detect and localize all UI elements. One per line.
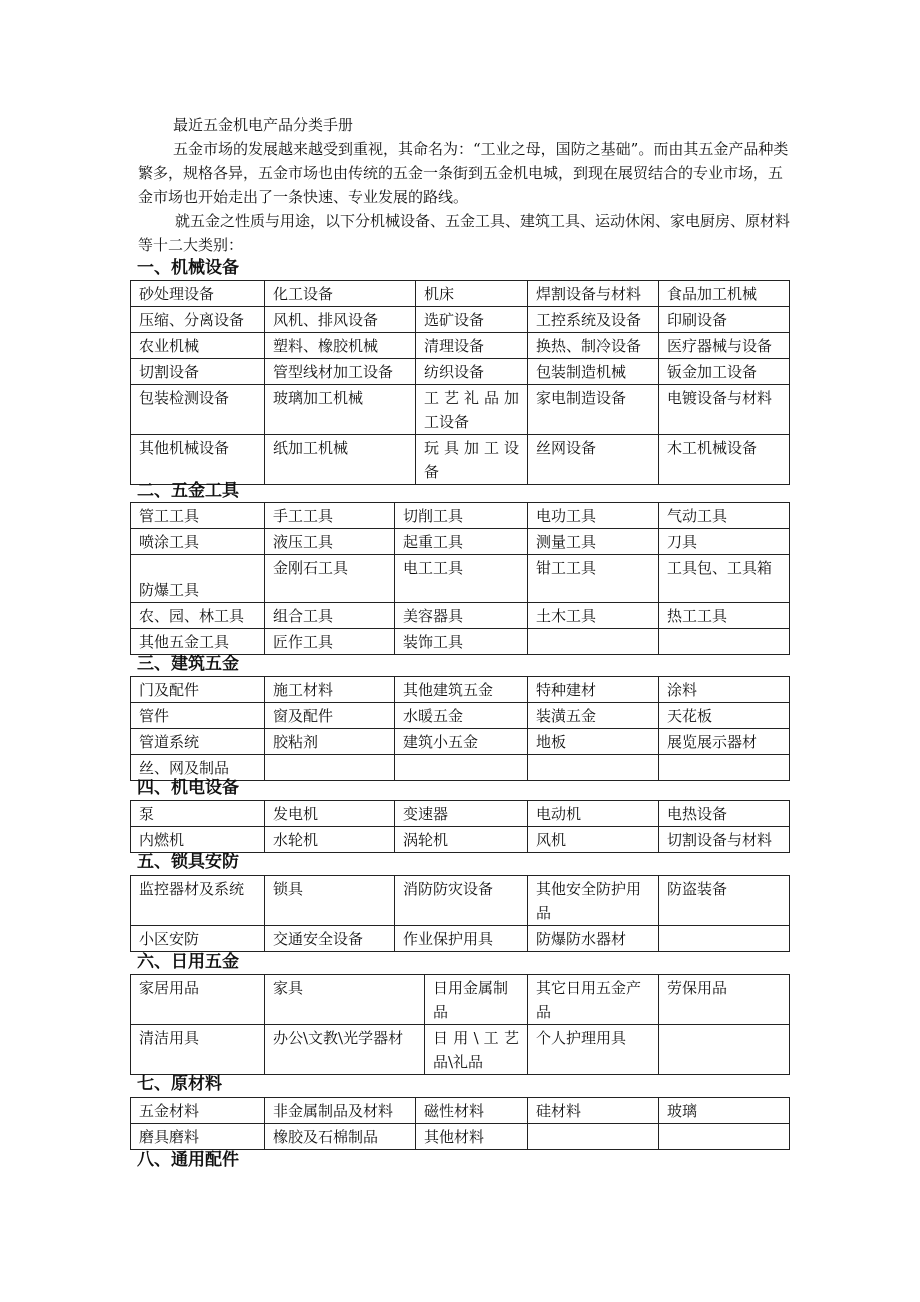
category-cell: 木工机械设备 [659, 435, 790, 485]
category-cell: 磁性材料 [416, 1098, 528, 1124]
category-cell: 纺织设备 [416, 359, 528, 385]
table-row [131, 435, 790, 485]
table-row [131, 1124, 790, 1150]
category-cell: 化工设备 [265, 281, 416, 307]
category-cell: 钳工工具 [528, 555, 659, 603]
category-cell: 磨具磨料 [131, 1124, 265, 1150]
category-cell: 水轮机 [265, 827, 395, 853]
table-row [131, 975, 790, 1025]
empty-cell [659, 755, 790, 781]
category-cell: 包装制造机械 [528, 359, 659, 385]
category-cell: 热工工具 [659, 603, 790, 629]
category-cell: 刀具 [659, 529, 790, 555]
category-cell: 手工工具 [265, 503, 395, 529]
category-cell: 农、园、林工具 [131, 603, 265, 629]
category-cell: 五金材料 [131, 1098, 265, 1124]
category-cell: 焊割设备与材料 [528, 281, 659, 307]
table-row [131, 1098, 790, 1124]
category-cell: 发电机 [265, 801, 395, 827]
category-cell: 切削工具 [395, 503, 528, 529]
category-table [130, 875, 790, 952]
category-cell: 管工工具 [131, 503, 265, 529]
category-cell: 家电制造设备 [528, 385, 659, 435]
table-row [131, 1025, 790, 1075]
category-cell: 农业机械 [131, 333, 265, 359]
category-cell: 工 艺 礼 品 加工设备 [416, 385, 528, 435]
category-cell: 泵 [131, 801, 265, 827]
category-cell: 电热设备 [659, 801, 790, 827]
section-heading: 四、机电设备 [137, 778, 239, 798]
table-row [131, 827, 790, 853]
category-cell: 消防防灾设备 [395, 876, 528, 926]
category-cell: 胶粘剂 [265, 729, 395, 755]
section-heading: 五、锁具安防 [137, 852, 239, 872]
table-row [131, 926, 790, 952]
table-row [131, 529, 790, 555]
category-table [130, 974, 790, 1075]
section-heading: 三、建筑五金 [137, 654, 239, 674]
category-cell: 其它日用五金产品 [528, 975, 659, 1025]
category-cell: 换热、制冷设备 [528, 333, 659, 359]
category-cell: 起重工具 [395, 529, 528, 555]
empty-cell [528, 629, 659, 655]
category-cell: 砂处理设备 [131, 281, 265, 307]
category-cell: 家具 [265, 975, 425, 1025]
table-row [131, 333, 790, 359]
category-cell: 建筑小五金 [395, 729, 528, 755]
category-cell: 机床 [416, 281, 528, 307]
category-cell: 玻璃加工机械 [265, 385, 416, 435]
table-row [131, 603, 790, 629]
category-cell: 交通安全设备 [265, 926, 395, 952]
table-row [131, 876, 790, 926]
category-cell: 橡胶及石棉制品 [265, 1124, 416, 1150]
category-cell: 丝网设备 [528, 435, 659, 485]
category-cell: 风机、排风设备 [265, 307, 416, 333]
category-cell: 管件 [131, 703, 265, 729]
category-cell: 天花板 [659, 703, 790, 729]
category-cell: 日用金属制品 [425, 975, 528, 1025]
category-cell: 施工材料 [265, 677, 395, 703]
category-cell: 清理设备 [416, 333, 528, 359]
category-cell: 涂料 [659, 677, 790, 703]
empty-cell [528, 1124, 659, 1150]
section-heading: 一、机械设备 [137, 258, 239, 278]
table-row [131, 555, 790, 603]
category-cell: 电动机 [528, 801, 659, 827]
category-cell: 食品加工机械 [659, 281, 790, 307]
empty-cell [659, 926, 790, 952]
category-cell: 玻璃 [659, 1098, 790, 1124]
section-heading: 八、通用配件 [137, 1150, 239, 1170]
category-cell: 作业保护用具 [395, 926, 528, 952]
category-cell: 防爆防水器材 [528, 926, 659, 952]
category-cell: 丝、网及制品 [131, 755, 265, 781]
category-cell: 纸加工机械 [265, 435, 416, 485]
category-cell: 气动工具 [659, 503, 790, 529]
category-cell: 防盗装备 [659, 876, 790, 926]
table-row [131, 307, 790, 333]
category-cell: 玩 具 加 工 设备 [416, 435, 528, 485]
category-cell: 印刷设备 [659, 307, 790, 333]
category-cell: 测量工具 [528, 529, 659, 555]
section-heading: 二、五金工具 [137, 481, 239, 501]
category-cell: 金刚石工具 [265, 555, 395, 603]
category-cell: 液压工具 [265, 529, 395, 555]
category-cell: 其他机械设备 [131, 435, 265, 485]
category-cell: 其他五金工具 [131, 629, 265, 655]
category-table [130, 280, 790, 485]
category-cell: 劳保用品 [659, 975, 790, 1025]
category-cell: 美容器具 [395, 603, 528, 629]
empty-cell [659, 1025, 790, 1075]
category-cell: 切割设备 [131, 359, 265, 385]
category-cell: 个人护理用具 [528, 1025, 659, 1075]
category-cell: 办公\文教\光学器材 [265, 1025, 425, 1075]
empty-cell [659, 1124, 790, 1150]
category-cell: 其他材料 [416, 1124, 528, 1150]
table-row [131, 677, 790, 703]
intro-paragraph: 五金市场的发展越来越受到重视，其命名为：“工业之母，国防之基础”。而由其五金产品种类繁多，规格各异，五金市场也由传统的五金一条街到五金机电城，到现在展贸结合的专业市场，五金市场也开始走出了一条快速、专业发展的路线。 [138, 140, 789, 206]
category-cell: 防爆工具 [131, 555, 265, 603]
category-cell: 电镀设备与材料 [659, 385, 790, 435]
category-cell: 钣金加工设备 [659, 359, 790, 385]
category-cell: 涡轮机 [395, 827, 528, 853]
category-table [130, 1097, 790, 1150]
category-cell: 非金属制品及材料 [265, 1098, 416, 1124]
category-cell: 装潢五金 [528, 703, 659, 729]
category-cell: 风机 [528, 827, 659, 853]
category-table [130, 676, 790, 781]
category-table [130, 800, 790, 853]
category-cell: 特种建材 [528, 677, 659, 703]
category-cell: 组合工具 [265, 603, 395, 629]
table-row [131, 729, 790, 755]
category-cell: 选矿设备 [416, 307, 528, 333]
table-row [131, 503, 790, 529]
category-cell: 地板 [528, 729, 659, 755]
category-cell: 切割设备与材料 [659, 827, 790, 853]
category-cell: 医疗器械与设备 [659, 333, 790, 359]
empty-cell [659, 629, 790, 655]
table-row [131, 281, 790, 307]
category-cell: 水暖五金 [395, 703, 528, 729]
table-row [131, 385, 790, 435]
category-cell: 小区安防 [131, 926, 265, 952]
category-cell: 电工工具 [395, 555, 528, 603]
document-title: 最近五金机电产品分类手册 [173, 116, 354, 134]
category-cell: 清洁用具 [131, 1025, 265, 1075]
category-cell: 家居用品 [131, 975, 265, 1025]
table-row [131, 629, 790, 655]
table-row [131, 703, 790, 729]
section-heading: 七、原材料 [137, 1074, 222, 1094]
category-cell: 其他建筑五金 [395, 677, 528, 703]
category-cell: 装饰工具 [395, 629, 528, 655]
category-cell: 土木工具 [528, 603, 659, 629]
section-heading: 六、日用五金 [137, 952, 239, 972]
category-cell: 其他安全防护用品 [528, 876, 659, 926]
category-cell: 管道系统 [131, 729, 265, 755]
category-cell: 日 用 \ 工 艺 品\礼品 [425, 1025, 528, 1075]
empty-cell [395, 755, 528, 781]
category-cell: 变速器 [395, 801, 528, 827]
empty-cell [528, 755, 659, 781]
category-cell: 管型线材加工设备 [265, 359, 416, 385]
category-cell: 门及配件 [131, 677, 265, 703]
category-cell: 包装检测设备 [131, 385, 265, 435]
category-cell: 电功工具 [528, 503, 659, 529]
categories-paragraph: 就五金之性质与用途，以下分机械设备、五金工具、建筑工具、运动休闲、家电厨房、原材料等十二大类别： [138, 212, 791, 254]
category-cell: 工具包、工具箱 [659, 555, 790, 603]
category-cell: 内燃机 [131, 827, 265, 853]
category-cell: 监控器材及系统 [131, 876, 265, 926]
empty-cell [265, 755, 395, 781]
table-row [131, 801, 790, 827]
category-cell: 硅材料 [528, 1098, 659, 1124]
category-cell: 窗及配件 [265, 703, 395, 729]
category-cell: 喷涂工具 [131, 529, 265, 555]
category-cell: 展览展示器材 [659, 729, 790, 755]
table-row [131, 359, 790, 385]
category-cell: 压缩、分离设备 [131, 307, 265, 333]
category-cell: 匠作工具 [265, 629, 395, 655]
category-cell: 工控系统及设备 [528, 307, 659, 333]
category-cell: 塑料、橡胶机械 [265, 333, 416, 359]
category-cell: 锁具 [265, 876, 395, 926]
category-table [130, 502, 790, 655]
